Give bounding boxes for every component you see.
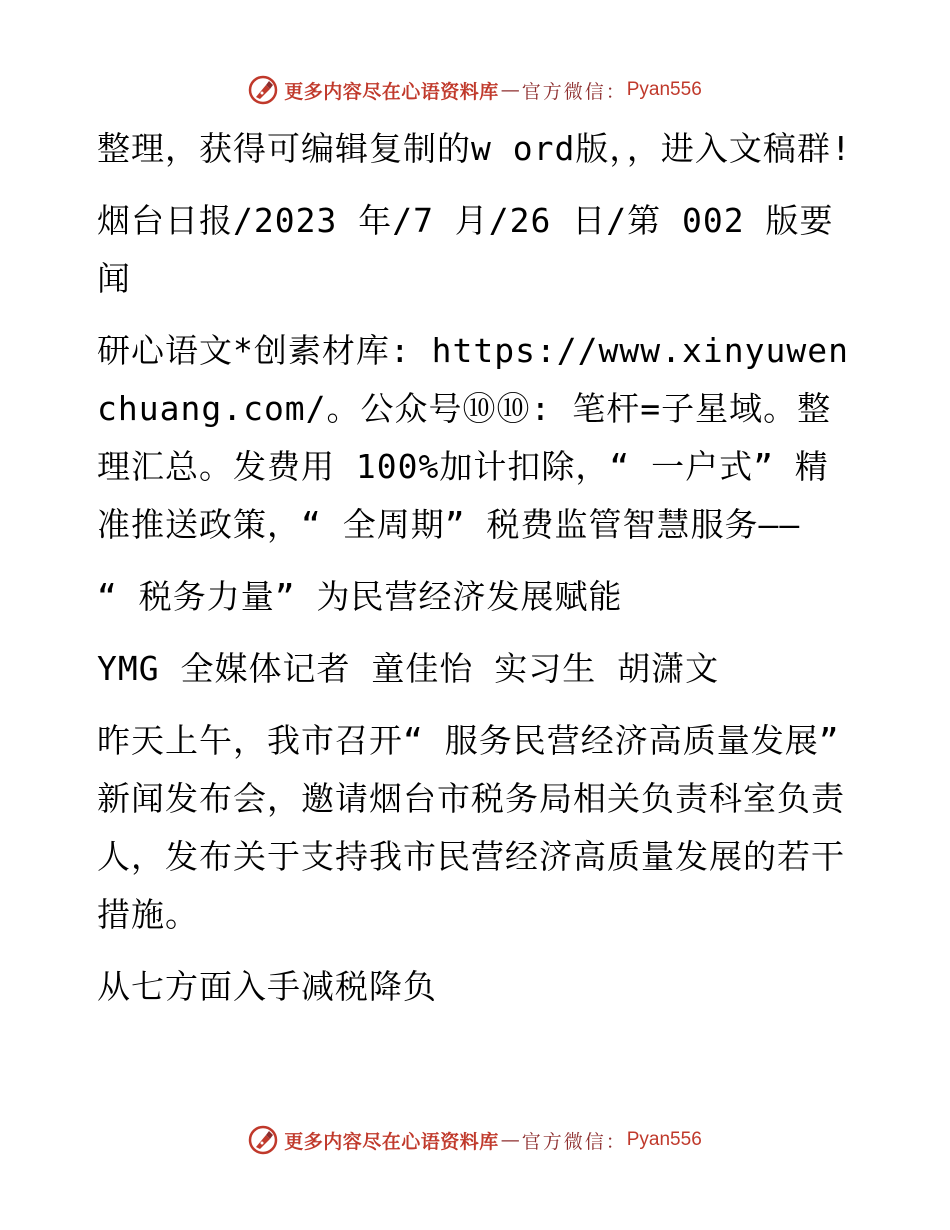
banner-official-label: 官方微信： (521, 1130, 627, 1153)
banner-text: 更多内容尽在心语资料库 (284, 1130, 499, 1153)
paragraph-byline: YMG 全媒体记者 童佳怡 实习生 胡潇文 (97, 649, 720, 688)
paragraph-lead: 昨天上午，我市召开“ 服务民营经济高质量发展” 新闻发布会，邀请烟台市税务局相关负责科室负责人，发布关于支持我市民营经济高质量发展的若干措施。 (97, 721, 845, 934)
header-banner (0, 70, 950, 110)
banner-separator: — (500, 79, 520, 101)
paragraph-headline: “ 税务力量” 为民营经济发展赋能 (97, 577, 623, 616)
paragraph-intro: 整理，获得可编辑复制的w ord版，，进入文稿群! (97, 129, 852, 168)
banner-wechat-id: Pyan556 (626, 1129, 702, 1150)
banner-wechat-id: Pyan556 (626, 79, 702, 100)
banner-separator: — (500, 1129, 520, 1151)
pen-nib-logo-icon (248, 75, 278, 105)
banner-text: 更多内容尽在心语资料库 (284, 80, 499, 103)
paragraph-subheading: 从七方面入手减税降负 (97, 967, 437, 1006)
paragraph-library: 研心语文*创素材库: https://www.xinyuwenchuang.com/。公众号⑩⑩: 笔杆=子星域。整理汇总。发费用 100%加计扣除，“ 一户式” 精准推送政策，“ 全周期” 税费监管智慧服务—— (97, 331, 849, 544)
banner-official-label: 官方微信： (521, 80, 627, 103)
document-body (97, 120, 857, 1016)
pen-nib-logo-icon (248, 1125, 278, 1155)
paragraph-source: 烟台日报/2023 年/7 月/26 日/第 002 版要闻 (97, 201, 834, 298)
footer-banner (0, 1120, 950, 1160)
